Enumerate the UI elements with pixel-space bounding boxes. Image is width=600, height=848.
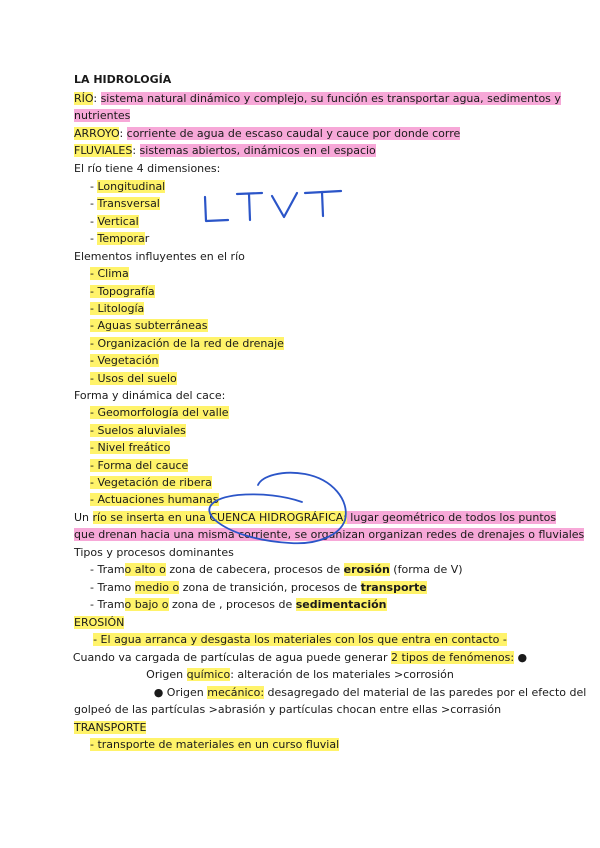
factors-heading: Elementos influyentes en el río	[74, 250, 245, 263]
dimension-label: Vertical	[97, 215, 139, 228]
dimensions-heading: El río tiene 4 dimensiones:	[74, 162, 221, 175]
erosion-line-3: Origen químico: alteración de los materiales >corrosión	[146, 668, 454, 681]
def-fluviales-text: sistemas abiertos, dinámicos en el espacio	[139, 144, 376, 157]
doc-title: LA HIDROLOGÍA	[74, 73, 172, 86]
def-arroyo-text: corriente de agua de escaso caudal y cauce por donde corre	[126, 127, 461, 140]
forma-label: Forma del cauce	[97, 459, 189, 472]
cuenca-def-cont: que drenan hacia una misma corriente, se organizan organizan redes de drenajes o fluviales	[74, 528, 585, 541]
cuenca-line-1: Un río se inserta en una CUENCA HIDROGRÁFICA: lugar geométrico de todos los puntos	[74, 511, 557, 524]
cuenca-def: lugar geométrico de todos los puntos	[346, 511, 557, 524]
factor-item: - Clima	[90, 267, 129, 280]
tramo-bajo: - Tramo bajo o zona de , procesos de sedimentación	[90, 598, 387, 611]
forma-item: - Geomorfología del valle	[90, 406, 229, 419]
factor-item: - Topografía	[90, 285, 155, 298]
forma-item: - Forma del cauce	[90, 459, 189, 472]
forma-label: Geomorfología del valle	[97, 406, 229, 419]
term-fluviales: FLUVIALES	[74, 144, 133, 157]
cuenca-term: río se inserta en una CUENCA HIDROGRÁFICA:	[92, 511, 347, 524]
factor-item: - Aguas subterráneas	[90, 319, 208, 332]
def-rio-text-1: sistema natural dinámico y complejo, su función es transportar agua, sedimentos y	[100, 92, 561, 105]
erosion-line-1: - El agua arranca y desgasta los materiales con los que entra en contacto -	[93, 633, 507, 646]
factor-item: - Litología	[90, 302, 145, 315]
erosion-line-2: Cuando va cargada de partículas de agua puede generar 2 tipos de fenómenos: ●	[72, 651, 528, 664]
def-rio: RÍO: sistema natural dinámico y complejo, su función es transportar agua, sedimentos y	[74, 92, 561, 105]
forma-heading: Forma y dinámica del cace:	[74, 389, 226, 402]
forma-item: - Suelos aluviales	[90, 424, 186, 437]
erosion-line-4: ● Origen mecánico: desagregado del material de las paredes por el efecto del	[153, 686, 587, 699]
dimension-item: - Vertical	[90, 215, 139, 228]
dimension-item: - Transversal	[90, 197, 160, 210]
factor-item: - Vegetación	[90, 354, 159, 367]
tramo-medio: - Tramo medio o zona de transición, procesos de transporte	[90, 581, 427, 594]
factor-label: Aguas subterráneas	[97, 319, 208, 332]
dimension-label: Tempora	[97, 232, 145, 245]
factor-item: - Organización de la red de drenaje	[90, 337, 284, 350]
dimension-item: - Longitudinal	[90, 180, 166, 193]
forma-label: Actuaciones humanas	[97, 493, 219, 506]
forma-label: Suelos aluviales	[97, 424, 186, 437]
term-arroyo: ARROYO	[74, 127, 120, 140]
dimension-label: Transversal	[97, 197, 160, 210]
tipos-heading: Tipos y procesos dominantes	[74, 546, 234, 559]
forma-item: - Nivel freático	[90, 441, 171, 454]
forma-item: - Actuaciones humanas	[90, 493, 219, 506]
cuenca-line-2	[74, 527, 584, 542]
dimension-item: - Temporar	[90, 232, 150, 245]
factor-label: Usos del suelo	[97, 372, 177, 385]
factor-label: Organización de la red de drenaje	[97, 337, 284, 350]
erosion-heading: EROSIÓN	[74, 616, 125, 629]
factor-label: Vegetación	[97, 354, 159, 367]
def-fluviales: FLUVIALES: sistemas abiertos, dinámicos en el espacio	[74, 144, 376, 157]
handwritten-ltvt	[205, 191, 341, 221]
erosion-line-5: golpeó de las partículas >abrasión y partículas chocan entre ellas >corrasión	[74, 703, 502, 716]
forma-label: Vegetación de ribera	[97, 476, 212, 489]
def-arroyo: ARROYO: corriente de agua de escaso caudal y cauce por donde corre	[74, 127, 461, 140]
tramo-alto: - Tramo alto o zona de cabecera, procesos de erosión (forma de V)	[90, 563, 463, 576]
transporte-heading: TRANSPORTE	[74, 721, 147, 734]
forma-label: Nivel freático	[97, 441, 171, 454]
factor-label: Topografía	[97, 285, 155, 298]
factor-label: Clima	[97, 267, 129, 280]
transporte-line-1: - transporte de materiales en un curso fluvial	[90, 738, 340, 751]
dimension-suffix: r	[144, 232, 150, 245]
def-rio-cont	[74, 108, 130, 123]
factor-label: Litología	[97, 302, 145, 315]
factor-item: - Usos del suelo	[90, 372, 177, 385]
term-rio: RÍO	[74, 92, 94, 105]
dimension-label: Longitudinal	[97, 180, 166, 193]
forma-item: - Vegetación de ribera	[90, 476, 212, 489]
def-rio-text-2: nutrientes	[74, 109, 131, 122]
